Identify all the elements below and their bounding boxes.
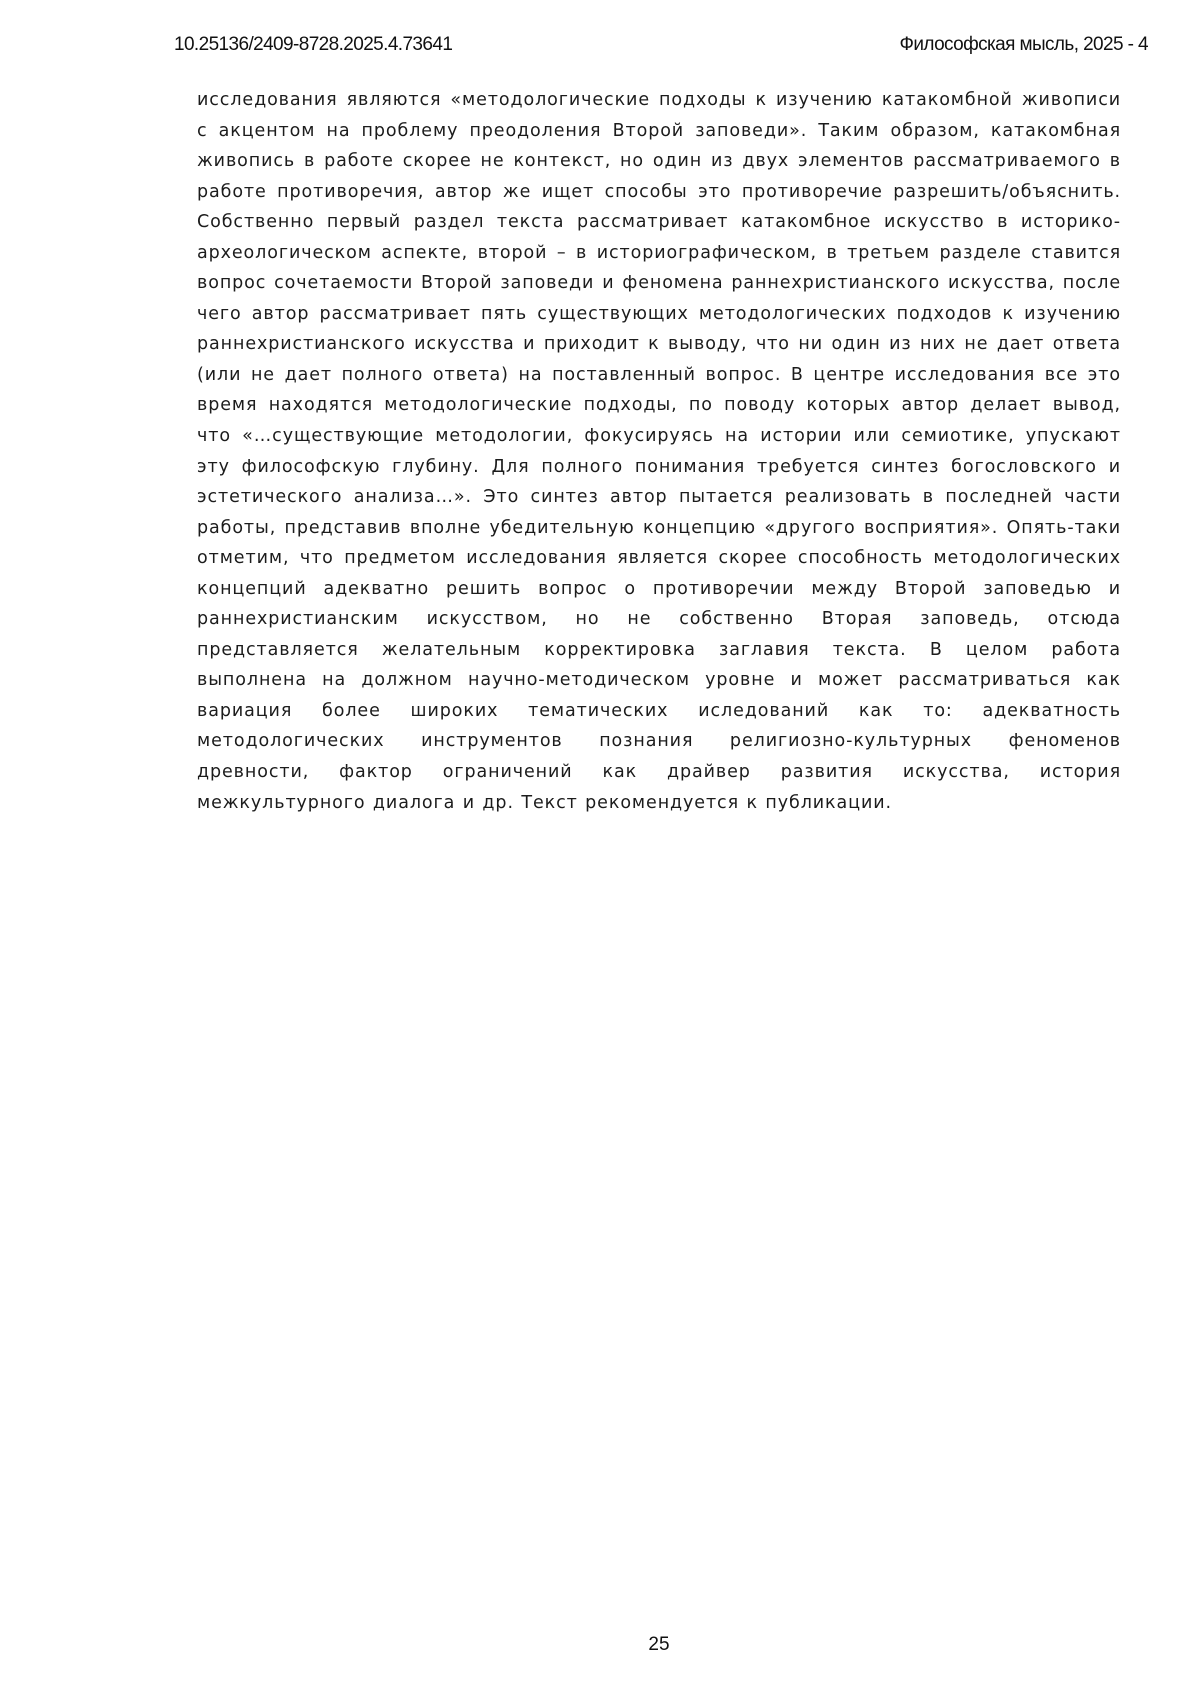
- page-number: 25: [648, 1634, 670, 1655]
- running-header: [174, 34, 1148, 62]
- doi-identifier: 10.25136/2409-8728.2025.4.73641: [174, 34, 453, 55]
- journal-title: Философская мысль, 2025 - 4: [899, 34, 1148, 55]
- body-paragraph: исследования являются «методологические подходы к изучению катакомбной живописи с акцентом на проблему преодоления Второй заповеди». Таким образом, катакомбная живопись в работе скорее не контекст, но один из двух элементов рассматриваемого в работе противоречия, автор же ищет способы это противоречие разрешить/объяснить. Собственно первый раздел текста рассматривает катакомбное искусство в историко-археологическом аспекте, второй – в историографическом, в третьем разделе ставится вопрос сочетаемости Второй заповеди и феномена раннехристианского искусства, после чего автор рассматривает пять существующих методологических подходов к изучению раннехристианского искусства и приходит к выводу, что ни один из них не дает ответа (или не дает полного ответа) на поставленный вопрос. В центре исследования все это время находятся методологические подходы, по поводу которых автор делает вывод, что «…существующие методологии, фокусируясь на истории или семиотике, упускают эту философскую глубину. Для полного понимания требуется синтез богословского и эстетического анализа…». Это синтез автор пытается реализовать в последней части работы, представив вполне убедительную концепцию «другого восприятия». Опять-таки отметим, что предметом исследования является скорее способность методологических концепций адекватно решить вопрос о противоречии между Второй заповедью и раннехристианским искусством, но не собственно Вторая заповедь, отсюда представляется желательным корректировка заглавия текста. В целом работа выполнена на должном научно-методическом уровне и может рассматриваться как вариация более широких тематических иследований как то: адекватность методологических инструментов познания религиозно-культурных феноменов древности, фактор ограничений как драйвер развития искусства, история межкультурного диалога и др. Текст рекомендуется к публикации.: [197, 90, 1121, 813]
